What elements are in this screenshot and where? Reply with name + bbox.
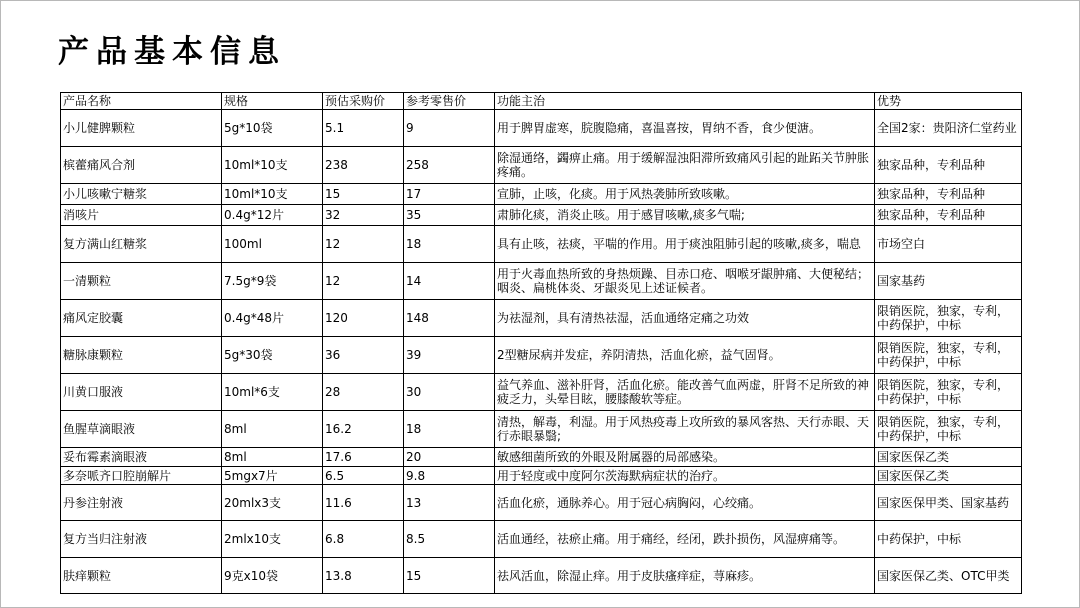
indication-cell: 祛风活血，除湿止痒。用于皮肤瘙痒症，荨麻疹。 (495, 558, 875, 594)
advantage-cell: 全国2家：贵阳济仁堂药业 (875, 110, 1022, 147)
column-header: 参考零售价 (404, 93, 495, 110)
table-row (61, 300, 1022, 337)
table-row (61, 263, 1022, 300)
retail-price-cell: 35 (404, 205, 495, 226)
table-row (61, 411, 1022, 448)
spec-cell: 10ml*6支 (222, 374, 323, 411)
advantage-cell: 中药保护，中标 (875, 521, 1022, 558)
purchase-price-cell: 11.6 (323, 485, 404, 521)
table-row (61, 485, 1022, 521)
retail-price-cell: 17 (404, 184, 495, 205)
product-name-cell: 消咳片 (61, 205, 222, 226)
spec-cell: 8ml (222, 411, 323, 448)
spec-cell: 10ml*10支 (222, 147, 323, 184)
indication-cell: 2型糖尿病并发症，养阴清热，活血化瘀，益气固肾。 (495, 337, 875, 374)
table-row (61, 226, 1022, 263)
spec-cell: 10ml*10支 (222, 184, 323, 205)
column-header: 功能主治 (495, 93, 875, 110)
product-name-cell: 小儿咳嗽宁糖浆 (61, 184, 222, 205)
product-name-cell: 肤痒颗粒 (61, 558, 222, 594)
indication-cell: 宣肺，止咳，化痰。用于风热袭肺所致咳嗽。 (495, 184, 875, 205)
table-row (61, 521, 1022, 558)
spec-cell: 100ml (222, 226, 323, 263)
indication-cell: 敏感细菌所致的外眼及附属器的局部感染。 (495, 448, 875, 467)
advantage-cell: 国家医保乙类 (875, 448, 1022, 467)
purchase-price-cell: 120 (323, 300, 404, 337)
advantage-cell: 国家医保甲类、国家基药 (875, 485, 1022, 521)
column-header: 产品名称 (61, 93, 222, 110)
indication-cell: 为祛湿剂，具有清热祛湿，活血通络定痛之功效 (495, 300, 875, 337)
retail-price-cell: 258 (404, 147, 495, 184)
product-name-cell: 多奈哌齐口腔崩解片 (61, 467, 222, 485)
spec-cell: 5mgx7片 (222, 467, 323, 485)
product-table (60, 92, 1022, 594)
purchase-price-cell: 13.8 (323, 558, 404, 594)
indication-cell: 肃肺化痰，消炎止咳。用于感冒咳嗽,痰多气喘; (495, 205, 875, 226)
advantage-cell: 限销医院，独家，专利，中药保护，中标 (875, 374, 1022, 411)
retail-price-cell: 15 (404, 558, 495, 594)
table-row (61, 184, 1022, 205)
retail-price-cell: 18 (404, 226, 495, 263)
product-name-cell: 复方满山红糖浆 (61, 226, 222, 263)
indication-cell: 清热，解毒，利湿。用于风热疫毒上攻所致的暴风客热、天行赤眼、天行赤眼暴翳; (495, 411, 875, 448)
indication-cell: 具有止咳，祛痰，平喘的作用。用于痰浊阻肺引起的咳嗽,痰多，喘息 (495, 226, 875, 263)
spec-cell: 7.5g*9袋 (222, 263, 323, 300)
retail-price-cell: 13 (404, 485, 495, 521)
purchase-price-cell: 32 (323, 205, 404, 226)
spec-cell: 0.4g*12片 (222, 205, 323, 226)
product-name-cell: 槟藿痛风合剂 (61, 147, 222, 184)
advantage-cell: 限销医院，独家，专利，中药保护，中标 (875, 337, 1022, 374)
purchase-price-cell: 6.5 (323, 467, 404, 485)
indication-cell: 益气养血、滋补肝肾，活血化瘀。能改善气血两虚，肝肾不足所致的神疲乏力，头晕目眩，腰膝酸软等症。 (495, 374, 875, 411)
advantage-cell: 国家基药 (875, 263, 1022, 300)
product-name-cell: 妥布霉素滴眼液 (61, 448, 222, 467)
column-header: 规格 (222, 93, 323, 110)
advantage-cell: 国家医保乙类、OTC甲类 (875, 558, 1022, 594)
advantage-cell: 国家医保乙类 (875, 467, 1022, 485)
product-name-cell: 一清颗粒 (61, 263, 222, 300)
purchase-price-cell: 5.1 (323, 110, 404, 147)
purchase-price-cell: 16.2 (323, 411, 404, 448)
product-name-cell: 小儿健脾颗粒 (61, 110, 222, 147)
spec-cell: 5g*10袋 (222, 110, 323, 147)
product-name-cell: 复方当归注射液 (61, 521, 222, 558)
table-row (61, 205, 1022, 226)
retail-price-cell: 20 (404, 448, 495, 467)
retail-price-cell: 9.8 (404, 467, 495, 485)
retail-price-cell: 8.5 (404, 521, 495, 558)
spec-cell: 5g*30袋 (222, 337, 323, 374)
product-name-cell: 川黄口服液 (61, 374, 222, 411)
table-row (61, 467, 1022, 485)
retail-price-cell: 14 (404, 263, 495, 300)
product-name-cell: 糖脉康颗粒 (61, 337, 222, 374)
spec-cell: 20mlx3支 (222, 485, 323, 521)
column-header: 优势 (875, 93, 1022, 110)
table-row (61, 374, 1022, 411)
retail-price-cell: 9 (404, 110, 495, 147)
purchase-price-cell: 6.8 (323, 521, 404, 558)
indication-cell: 用于脾胃虚寒，脘腹隐痛，喜温喜按，胃纳不香，食少便溏。 (495, 110, 875, 147)
product-name-cell: 鱼腥草滴眼液 (61, 411, 222, 448)
retail-price-cell: 39 (404, 337, 495, 374)
purchase-price-cell: 15 (323, 184, 404, 205)
advantage-cell: 限销医院，独家，专利，中药保护，中标 (875, 411, 1022, 448)
retail-price-cell: 30 (404, 374, 495, 411)
table-row (61, 558, 1022, 594)
purchase-price-cell: 12 (323, 263, 404, 300)
product-name-cell: 丹参注射液 (61, 485, 222, 521)
page-title: 产品基本信息 (58, 34, 286, 70)
advantage-cell: 独家品种，专利品种 (875, 205, 1022, 226)
product-name-cell: 痛风定胶囊 (61, 300, 222, 337)
table-header-row (61, 93, 1022, 110)
indication-cell: 活血通经，祛瘀止痛。用于痛经，经闭，跌扑损伤，风湿痹痛等。 (495, 521, 875, 558)
purchase-price-cell: 12 (323, 226, 404, 263)
indication-cell: 除湿通络，蠲痹止痛。用于缓解湿浊阳滞所致痛风引起的趾跖关节肿胀疼痛。 (495, 147, 875, 184)
advantage-cell: 限销医院，独家，专利，中药保护，中标 (875, 300, 1022, 337)
table-row (61, 110, 1022, 147)
indication-cell: 活血化瘀，通脉养心。用于冠心病胸闷，心绞痛。 (495, 485, 875, 521)
spec-cell: 2mlx10支 (222, 521, 323, 558)
purchase-price-cell: 238 (323, 147, 404, 184)
table-row (61, 448, 1022, 467)
purchase-price-cell: 36 (323, 337, 404, 374)
spec-cell: 0.4g*48片 (222, 300, 323, 337)
spec-cell: 9克x10袋 (222, 558, 323, 594)
purchase-price-cell: 17.6 (323, 448, 404, 467)
retail-price-cell: 148 (404, 300, 495, 337)
indication-cell: 用于轻度或中度阿尔茨海默病症状的治疗。 (495, 467, 875, 485)
table-row (61, 337, 1022, 374)
purchase-price-cell: 28 (323, 374, 404, 411)
column-header: 预估采购价 (323, 93, 404, 110)
advantage-cell: 独家品种，专利品种 (875, 184, 1022, 205)
advantage-cell: 市场空白 (875, 226, 1022, 263)
spec-cell: 8ml (222, 448, 323, 467)
indication-cell: 用于火毒血热所致的身热烦躁、目赤口疮、咽喉牙龈肿痛、大便秘结；咽炎、扁桃体炎、牙龈炎见上述证候者。 (495, 263, 875, 300)
retail-price-cell: 18 (404, 411, 495, 448)
advantage-cell: 独家品种，专利品种 (875, 147, 1022, 184)
table-row (61, 147, 1022, 184)
